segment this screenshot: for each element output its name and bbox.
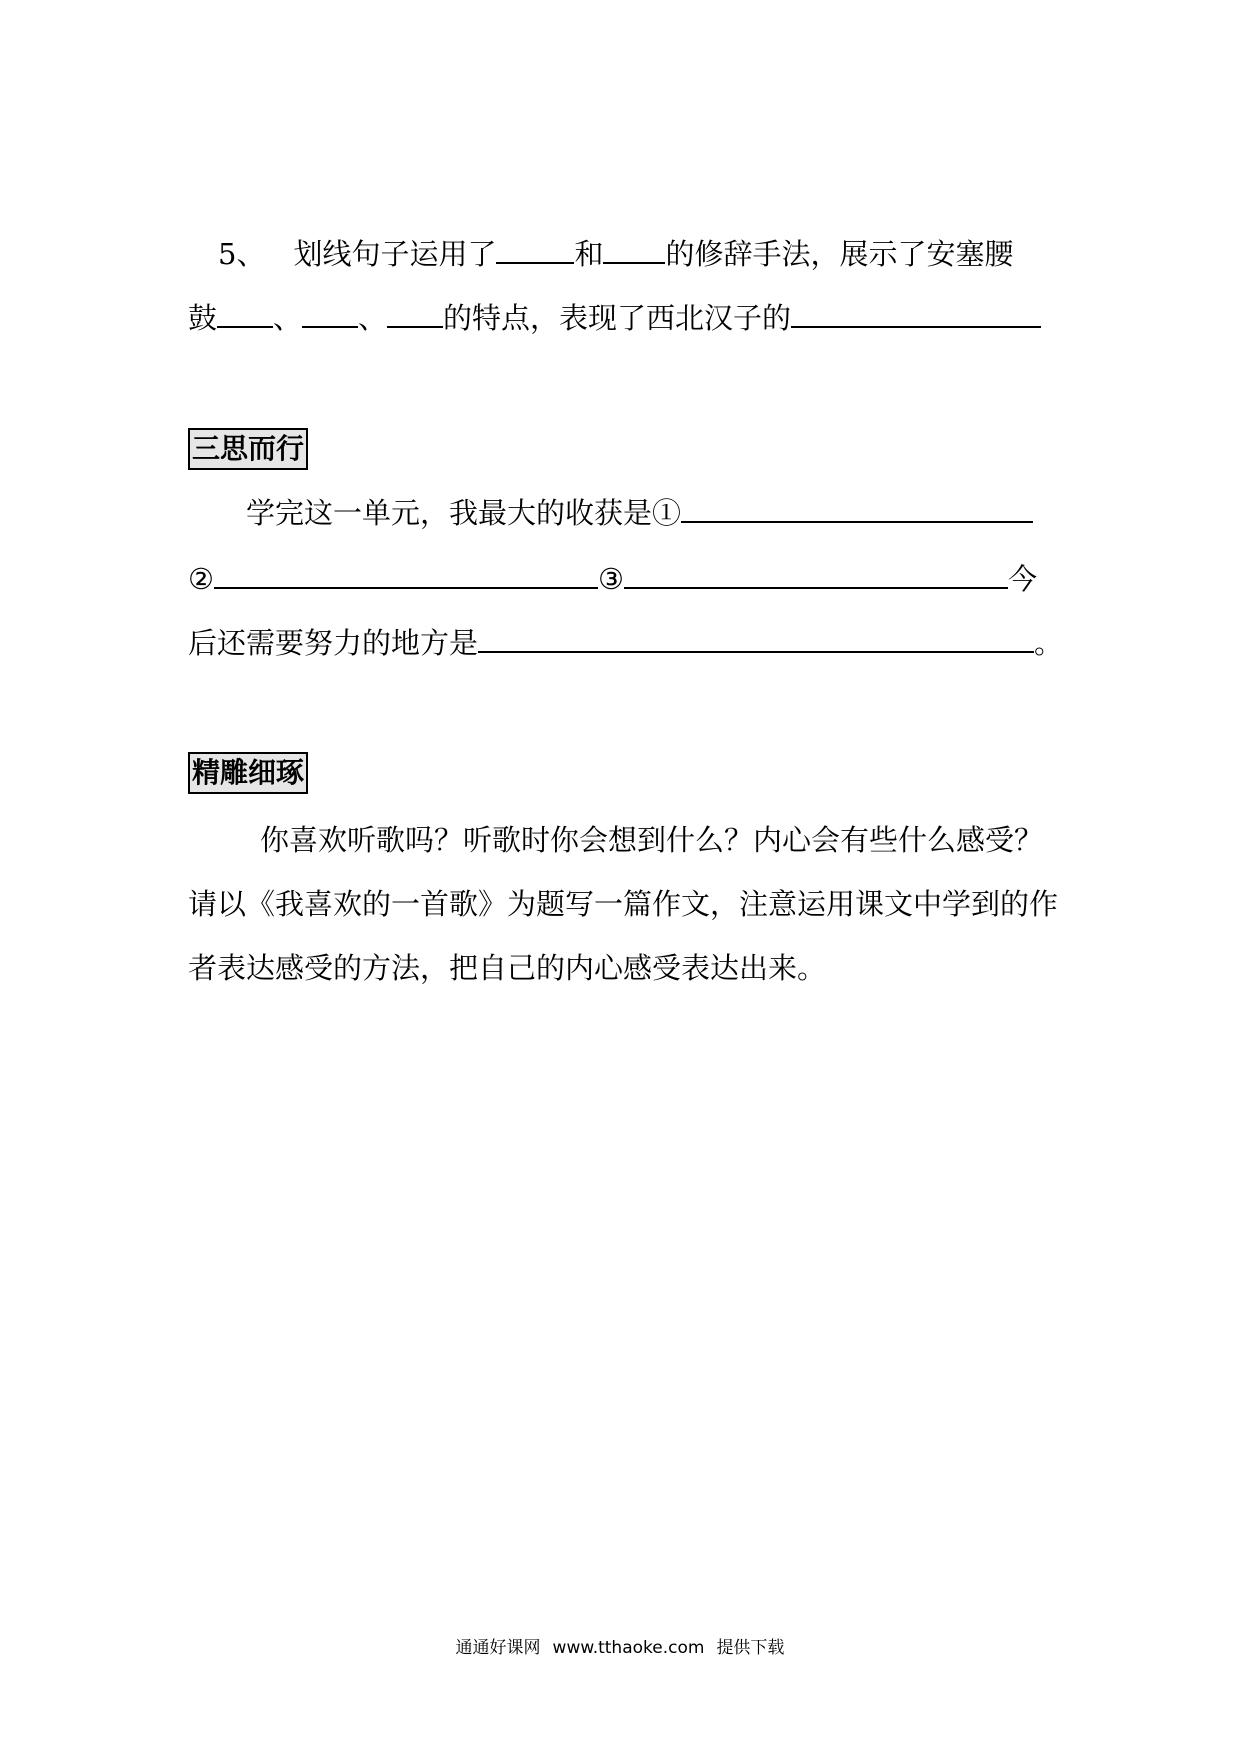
answer-blank[interactable] [624, 557, 1008, 589]
footer-site-name: 通通好课网 [455, 1638, 541, 1658]
answer-blank[interactable] [681, 491, 1033, 523]
footer-suffix: 提供下载 [716, 1638, 785, 1658]
writing-prompt-line-2: 请以《我喜欢的一首歌》为题写一篇作文，注意运用课文中学到的作 [188, 887, 1059, 921]
question-number: 5、 [218, 237, 266, 271]
answer-blank[interactable] [217, 296, 273, 328]
answer-blank[interactable] [478, 621, 1034, 653]
answer-blank[interactable] [214, 557, 598, 589]
answer-blank[interactable] [302, 296, 358, 328]
reflection-line-2: ② ③ 今 [188, 557, 1037, 599]
section-heading-reflection: 三思而行 [188, 428, 308, 470]
reflection-line-1: 学完这一单元，我最大的收获是① [246, 491, 1033, 533]
answer-blank[interactable] [791, 296, 1041, 328]
answer-blank[interactable] [387, 296, 443, 328]
question-5-line-2: 鼓 、 、 的特点，表现了西北汉子的 [188, 296, 1041, 338]
section-heading-polish: 精雕细琢 [188, 752, 308, 794]
footer-url: www.tthaoke.com [552, 1638, 705, 1658]
question-5-line-1: 5、 划线句子运用了 和 的修辞手法，展示了安塞腰 [218, 232, 1014, 274]
writing-prompt-line-1: 你喜欢听歌吗？听歌时你会想到什么？内心会有些什么感受？ [260, 823, 1044, 857]
answer-blank[interactable] [496, 232, 574, 264]
page-footer [0, 1633, 1240, 1658]
answer-blank[interactable] [603, 232, 665, 264]
reflection-line-3: 后还需要努力的地方是 。 [188, 621, 1063, 663]
writing-prompt-line-3: 者表达感受的方法，把自己的内心感受表达出来。 [188, 951, 827, 985]
